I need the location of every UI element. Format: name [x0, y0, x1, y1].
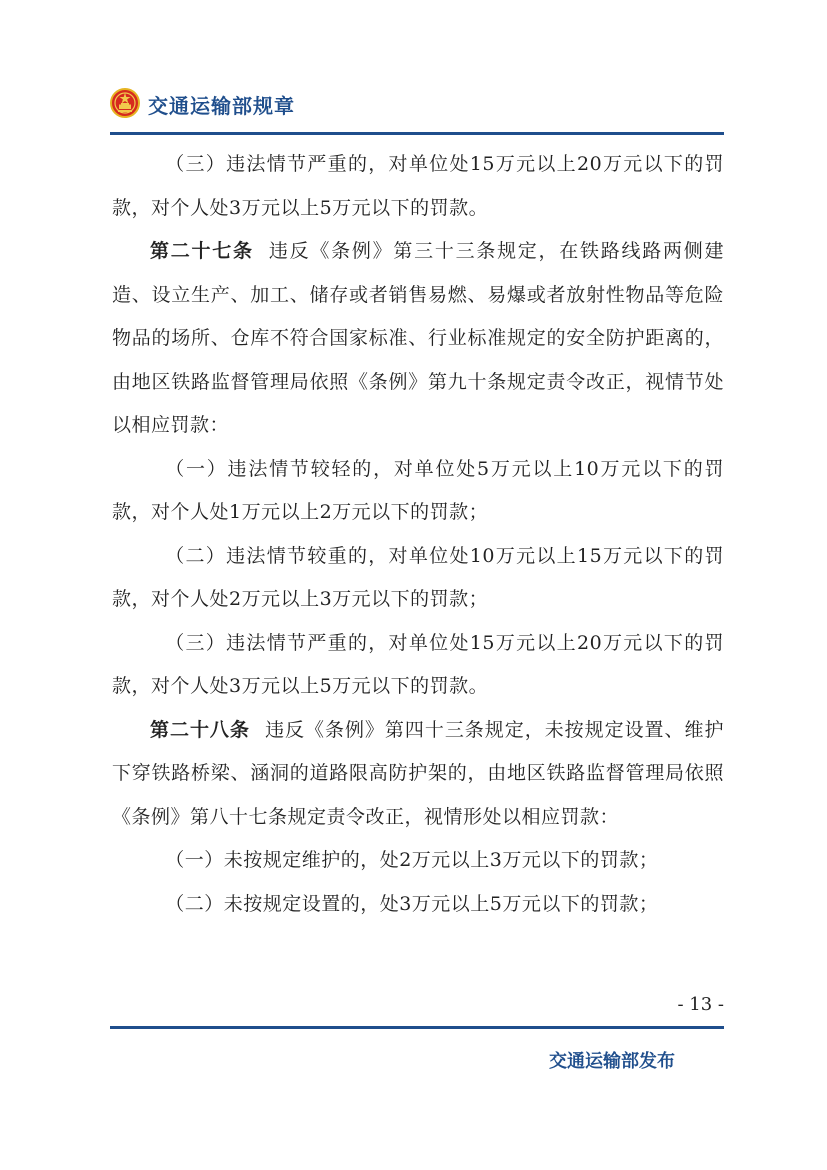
- paragraph-text: （三）违法情节严重的，对单位处15万元以上20万元以下的罚款，对个人处3万元以上5万元以下的罚款。: [112, 153, 724, 219]
- paragraph: [112, 143, 724, 230]
- page-number: - 13 -: [677, 994, 724, 1015]
- paragraph-text: 违反《条例》第四十三条规定，未按规定设置、维护下穿铁路桥梁、涵洞的道路限高防护架的，由地区铁路监督管理局依照《条例》第八十七条规定责令改正，视情形处以相应罚款：: [112, 718, 724, 828]
- paragraph-text: （二）未按规定设置的，处3万元以上5万元以下的罚款；: [165, 892, 659, 915]
- paragraph-text: 违反《条例》第三十三条规定，在铁路线路两侧建造、设立生产、加工、储存或者销售易燃、易爆或者放射性物品等危险物品的场所、仓库不符合国家标准、行业标准规定的安全防护距离的，由地区铁路监督管理局依照《条例》第九十条规定责令改正，视情节处以相应罚款：: [112, 240, 724, 436]
- paragraph-text: （一）违法情节较轻的，对单位处5万元以上10万元以下的罚款，对个人处1万元以上2万元以下的罚款；: [112, 457, 724, 523]
- national-emblem-icon: [110, 88, 140, 118]
- footer-divider: [110, 1026, 724, 1029]
- paragraph-text: （一）未按规定维护的，处2万元以上3万元以下的罚款；: [165, 849, 659, 871]
- footer-publisher: 交通运输部发布: [549, 1051, 675, 1072]
- article-heading: 第二十八条: [150, 718, 250, 741]
- paragraph: [112, 535, 724, 622]
- document-body: [112, 143, 724, 926]
- paragraph: [112, 622, 724, 709]
- paragraph: [112, 883, 724, 927]
- article-heading: 第二十七条: [150, 240, 254, 262]
- paragraph-text: （二）违法情节较重的，对单位处10万元以上15万元以下的罚款，对个人处2万元以上3万元以下的罚款；: [112, 544, 724, 610]
- page-header: [110, 86, 724, 126]
- header-divider: [110, 132, 724, 135]
- paragraph: [112, 709, 724, 840]
- header-title: 交通运输部规章: [148, 94, 295, 118]
- paragraph: [112, 839, 724, 883]
- paragraph: [112, 448, 724, 535]
- paragraph: [112, 230, 724, 448]
- paragraph-text: （三）违法情节严重的，对单位处15万元以上20万元以下的罚款，对个人处3万元以上5万元以下的罚款。: [112, 631, 724, 697]
